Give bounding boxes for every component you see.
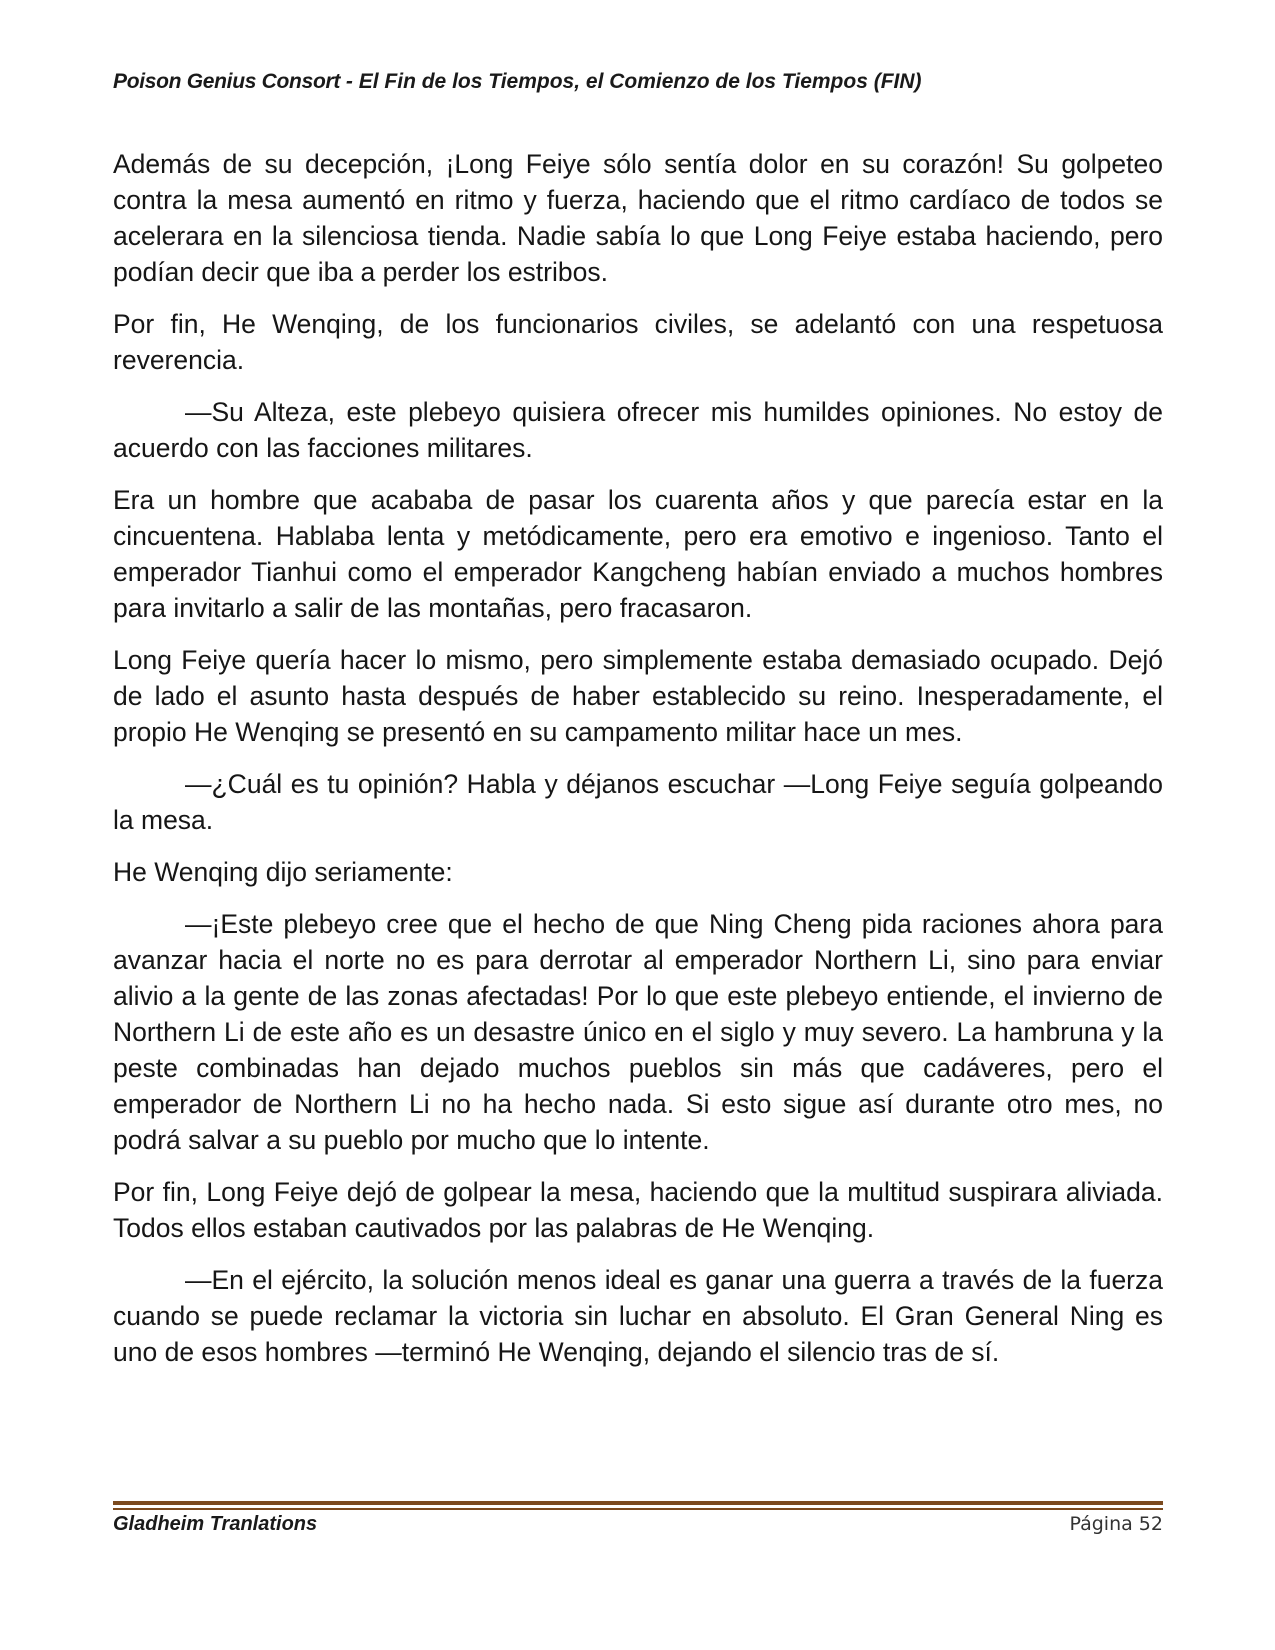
footer-publisher: Gladheim Tranlations bbox=[113, 1513, 318, 1535]
footer-rule-thick bbox=[113, 1501, 1163, 1505]
paragraph: Además de su decepción, ¡Long Feiye sólo sentía dolor en su corazón! Su golpeteo contra la mesa aumentó en ritmo y fuerza, haciendo que el ritmo cardíaco de todos se acelerara en la silenciosa tienda. Nadie sabía lo que Long Feiye estaba haciendo, pero podían decir que iba a perder los estribos. bbox=[113, 149, 1163, 287]
body-text bbox=[113, 146, 1163, 1386]
header-chapter-title: El Fin de los Tiempos, el Comienzo de los Tiempos (FIN) bbox=[358, 70, 922, 93]
dialogue-paragraph: —Su Alteza, este plebeyo quisiera ofrecer mis humildes opiniones. No estoy de acuerdo con las facciones militares. bbox=[113, 397, 1163, 463]
paragraph: He Wenqing dijo seriamente: bbox=[113, 857, 453, 887]
running-header bbox=[113, 70, 1163, 94]
header-separator: - bbox=[340, 70, 359, 93]
paragraph: Por fin, Long Feiye dejó de golpear la mesa, haciendo que la multitud suspirara aliviada. Todos ellos estaban cautivados por las palabras de He Wenqing. bbox=[113, 1177, 1163, 1243]
dialogue-paragraph: —¡Este plebeyo cree que el hecho de que Ning Cheng pida raciones ahora para avanzar hacia el norte no es para derrotar al emperador Northern Li, sino para enviar alivio a la gente de las zonas afectadas! Por lo que este plebeyo entiende, el invierno de Northern Li de este año es un desastre único en el siglo y muy severo. La hambruna y la peste combinadas han dejado muchos pueblos sin más que cadáveres, pero el emperador de Northern Li no ha hecho nada. Si esto sigue así durante otro mes, no podrá salvar a su pueblo por mucho que lo intente. bbox=[113, 909, 1163, 1155]
paragraph: Long Feiye quería hacer lo mismo, pero simplemente estaba demasiado ocupado. Dejó de lado el asunto hasta después de haber establecido su reino. Inesperadamente, el propio He Wenqing se presentó en su campamento militar hace un mes. bbox=[113, 645, 1163, 747]
footer-rule-thin bbox=[113, 1508, 1163, 1510]
header-book-title: Poison Genius Consort bbox=[113, 70, 341, 93]
paragraph: Era un hombre que acababa de pasar los cuarenta años y que parecía estar en la cincuentena. Hablaba lenta y metódicamente, pero era emotivo e ingenioso. Tanto el emperador Tianhui como el emperador Kangcheng habían enviado a muchos hombres para invitarlo a salir de las montañas, pero fracasaron. bbox=[113, 485, 1163, 623]
paragraph: Por fin, He Wenqing, de los funcionarios civiles, se adelantó con una respetuosa reverencia. bbox=[113, 309, 1163, 375]
page-number: Página 52 bbox=[1069, 1513, 1163, 1535]
dialogue-paragraph: —¿Cuál es tu opinión? Habla y déjanos escuchar —Long Feiye seguía golpeando la mesa. bbox=[113, 769, 1163, 835]
dialogue-paragraph: —En el ejército, la solución menos ideal es ganar una guerra a través de la fuerza cuando se puede reclamar la victoria sin luchar en absoluto. El Gran General Ning es uno de esos hombres —terminó He Wenqing, dejando el silencio tras de sí. bbox=[113, 1265, 1163, 1367]
